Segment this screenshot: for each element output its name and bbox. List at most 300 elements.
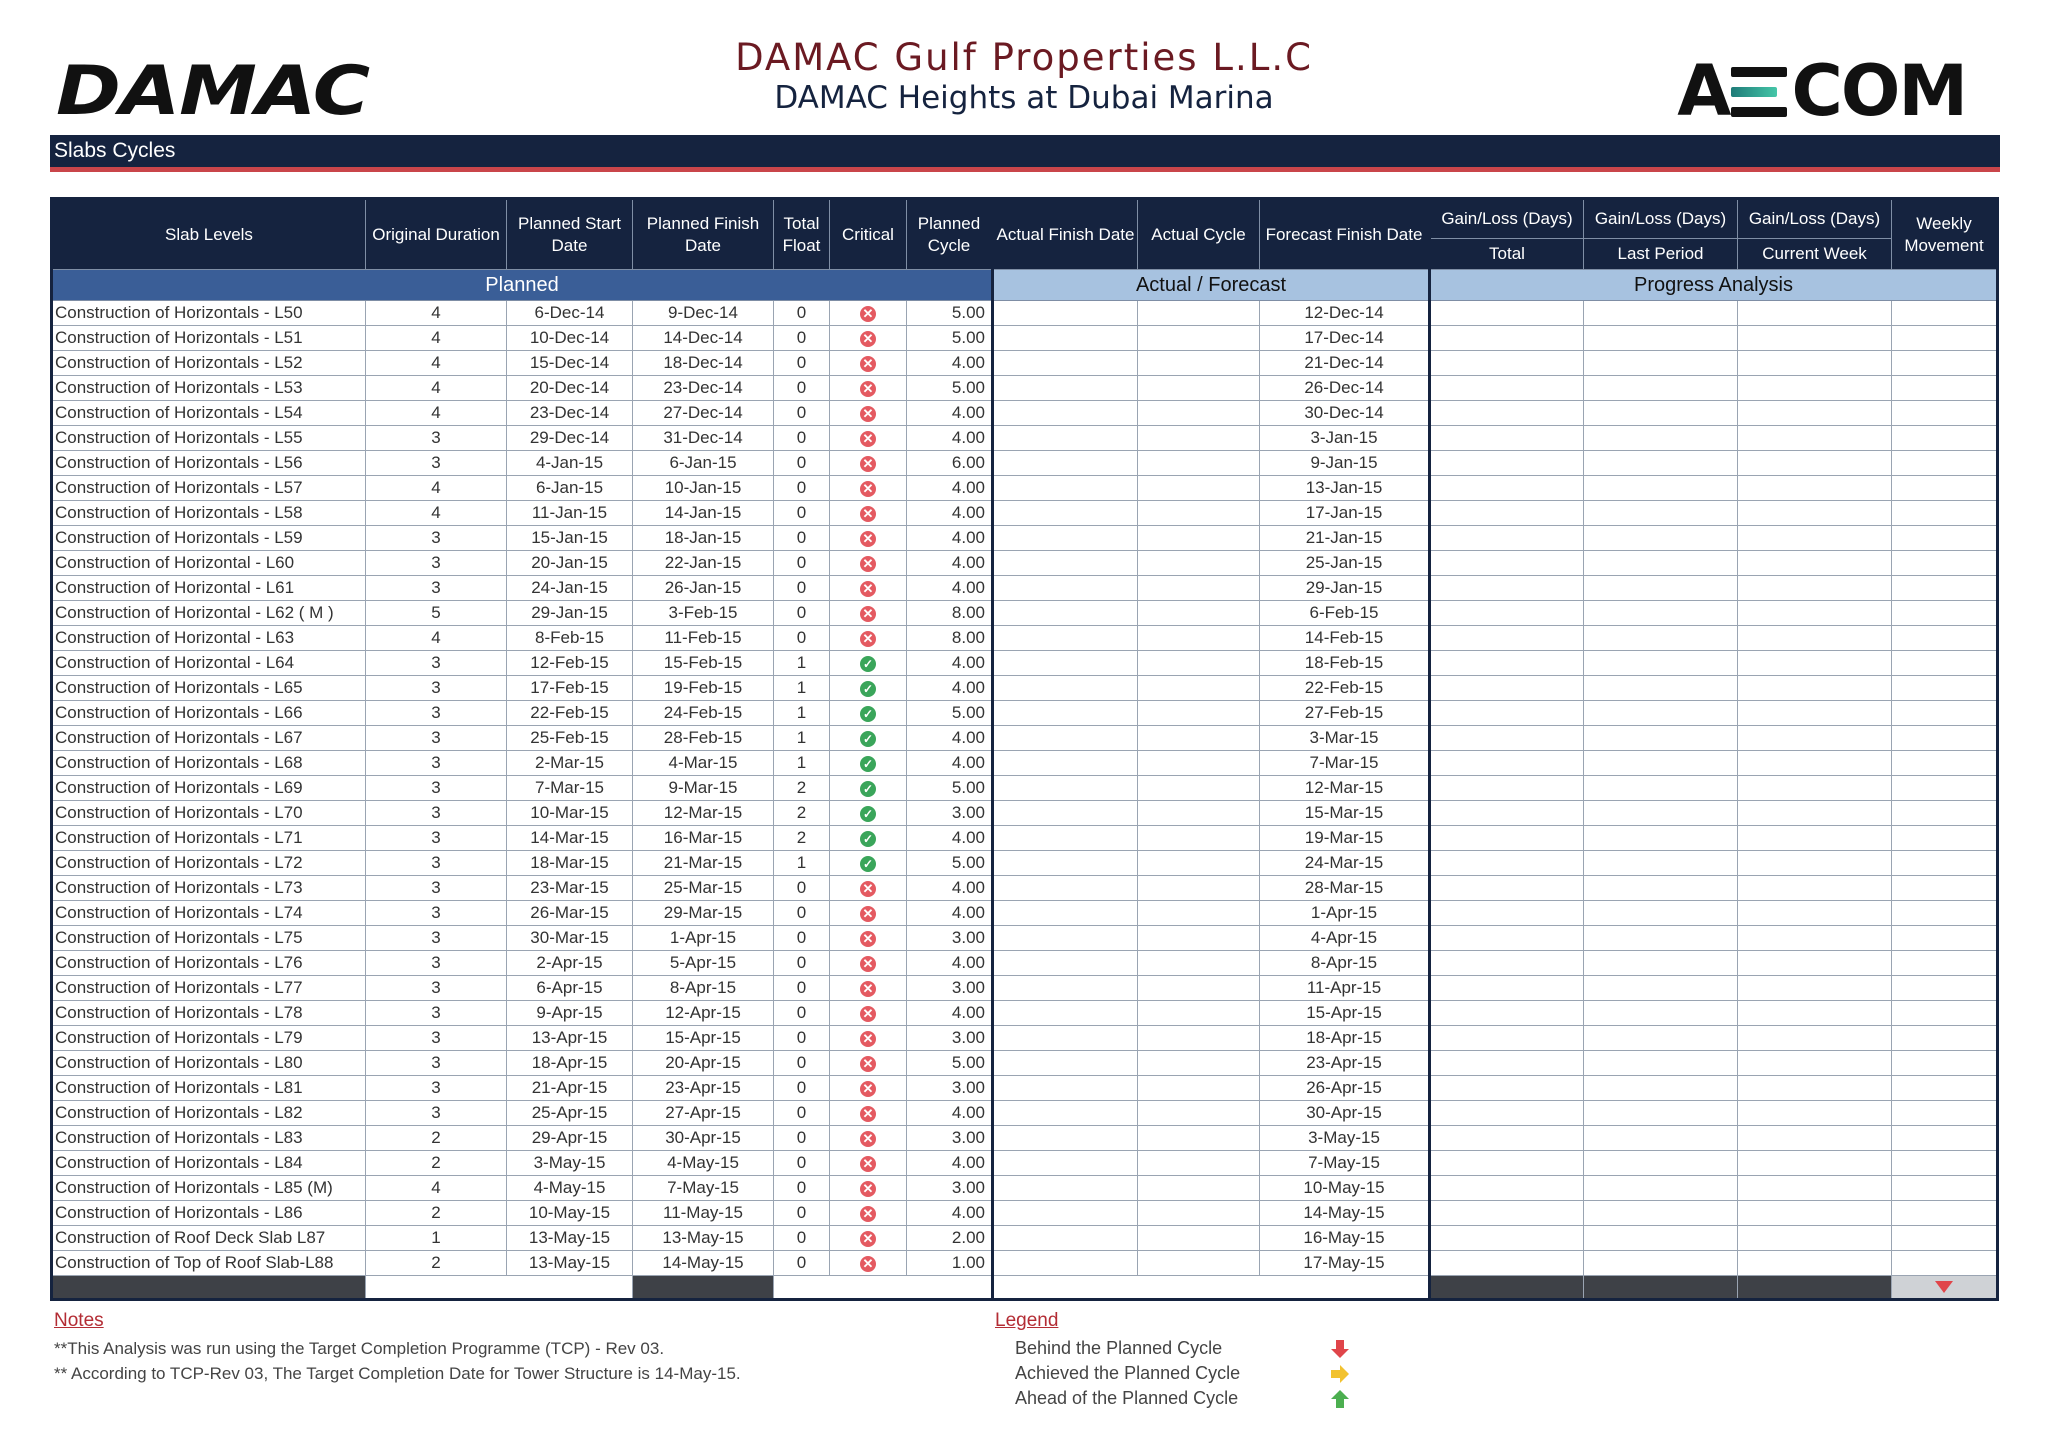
cell-planned-cycle: 4.00	[907, 401, 993, 426]
cell-actual-cycle	[1138, 401, 1260, 426]
cell-planned-cycle: 4.00	[907, 1151, 993, 1176]
cell-gain-current-week	[1738, 826, 1892, 851]
cell-weekly-movement	[1892, 1001, 1998, 1026]
cell-weekly-movement	[1892, 651, 1998, 676]
cell-critical	[830, 526, 907, 551]
cell-gain-last-period	[1584, 1026, 1738, 1051]
cell-original-duration: 4	[366, 1176, 507, 1201]
cell-actual-cycle	[1138, 901, 1260, 926]
cell-forecast-finish: 30-Dec-14	[1260, 401, 1430, 426]
cell-gain-current-week	[1738, 951, 1892, 976]
cell-critical	[830, 1026, 907, 1051]
cell-planned-cycle: 4.00	[907, 576, 993, 601]
table-row	[52, 1101, 1998, 1126]
cell-planned-finish: 27-Dec-14	[633, 401, 774, 426]
cell-critical	[830, 851, 907, 876]
subcol-total: Total	[1430, 239, 1584, 270]
cell-forecast-finish: 17-Jan-15	[1260, 501, 1430, 526]
cell-gain-total	[1430, 1051, 1584, 1076]
footer-cell	[1738, 1276, 1892, 1300]
cell-gain-last-period	[1584, 501, 1738, 526]
cell-critical	[830, 876, 907, 901]
cell-forecast-finish: 14-Feb-15	[1260, 626, 1430, 651]
footer-cell	[993, 1276, 1430, 1300]
col-planned-start: Planned Start Date	[507, 199, 633, 270]
check-circle-icon: ✓	[860, 731, 876, 747]
cell-weekly-movement	[1892, 576, 1998, 601]
cell-gain-total	[1430, 326, 1584, 351]
cell-actual-cycle	[1138, 376, 1260, 401]
cell-critical	[830, 551, 907, 576]
cell-weekly-movement	[1892, 526, 1998, 551]
cell-slab-level: Construction of Horizontals - L50	[52, 301, 366, 326]
cross-circle-icon: ✕	[860, 981, 876, 997]
cell-planned-cycle: 5.00	[907, 326, 993, 351]
cell-actual-finish	[993, 976, 1138, 1001]
cell-slab-level: Construction of Horizontals - L65	[52, 676, 366, 701]
cell-total-float: 0	[774, 1026, 830, 1051]
cell-critical	[830, 951, 907, 976]
cell-planned-cycle: 3.00	[907, 976, 993, 1001]
cell-weekly-movement	[1892, 726, 1998, 751]
footer-cell	[1430, 1276, 1584, 1300]
cell-planned-start: 21-Apr-15	[507, 1076, 633, 1101]
cell-gain-total	[1430, 301, 1584, 326]
cell-gain-last-period	[1584, 426, 1738, 451]
cell-gain-total	[1430, 676, 1584, 701]
footer-cell	[774, 1276, 993, 1300]
cell-weekly-movement	[1892, 1226, 1998, 1251]
cell-weekly-movement	[1892, 826, 1998, 851]
cell-gain-total	[1430, 626, 1584, 651]
cell-slab-level: Construction of Horizontals - L84	[52, 1151, 366, 1176]
cell-planned-start: 17-Feb-15	[507, 676, 633, 701]
cell-total-float: 2	[774, 801, 830, 826]
cell-actual-finish	[993, 651, 1138, 676]
cell-slab-level: Construction of Horizontals - L76	[52, 951, 366, 976]
cell-slab-level: Construction of Horizontals - L51	[52, 326, 366, 351]
cell-slab-level: Construction of Horizontal - L64	[52, 651, 366, 676]
table-row	[52, 551, 1998, 576]
cell-actual-finish	[993, 1076, 1138, 1101]
cell-planned-finish: 9-Mar-15	[633, 776, 774, 801]
cell-actual-cycle	[1138, 1076, 1260, 1101]
cell-gain-current-week	[1738, 1051, 1892, 1076]
cell-original-duration: 3	[366, 1026, 507, 1051]
cell-total-float: 0	[774, 451, 830, 476]
cell-gain-last-period	[1584, 301, 1738, 326]
cell-planned-finish: 18-Jan-15	[633, 526, 774, 551]
cell-actual-finish	[993, 901, 1138, 926]
cell-original-duration: 3	[366, 951, 507, 976]
table-row	[52, 851, 1998, 876]
cell-total-float: 0	[774, 876, 830, 901]
cell-weekly-movement	[1892, 776, 1998, 801]
cell-critical	[830, 326, 907, 351]
group-progress-analysis: Progress Analysis	[1430, 270, 1998, 301]
cell-forecast-finish: 28-Mar-15	[1260, 876, 1430, 901]
cell-actual-finish	[993, 426, 1138, 451]
cell-planned-cycle: 5.00	[907, 776, 993, 801]
cell-forecast-finish: 15-Mar-15	[1260, 801, 1430, 826]
cell-actual-finish	[993, 801, 1138, 826]
cell-forecast-finish: 1-Apr-15	[1260, 901, 1430, 926]
cell-weekly-movement	[1892, 1076, 1998, 1101]
cell-gain-current-week	[1738, 1101, 1892, 1126]
cell-total-float: 0	[774, 926, 830, 951]
cell-planned-start: 23-Mar-15	[507, 876, 633, 901]
footer-cell	[633, 1276, 774, 1300]
cell-planned-start: 29-Dec-14	[507, 426, 633, 451]
cell-original-duration: 1	[366, 1226, 507, 1251]
cell-planned-finish: 25-Mar-15	[633, 876, 774, 901]
cell-actual-finish	[993, 501, 1138, 526]
cell-original-duration: 3	[366, 751, 507, 776]
cell-forecast-finish: 24-Mar-15	[1260, 851, 1430, 876]
cell-gain-total	[1430, 1076, 1584, 1101]
cell-gain-current-week	[1738, 726, 1892, 751]
footer-cell	[1584, 1276, 1738, 1300]
cell-total-float: 1	[774, 651, 830, 676]
cell-forecast-finish: 17-Dec-14	[1260, 326, 1430, 351]
cell-actual-cycle	[1138, 1176, 1260, 1201]
cell-planned-start: 2-Mar-15	[507, 751, 633, 776]
cell-original-duration: 3	[366, 801, 507, 826]
arrow-down-icon	[1330, 1339, 1350, 1359]
cell-actual-finish	[993, 951, 1138, 976]
cell-gain-last-period	[1584, 326, 1738, 351]
cell-gain-last-period	[1584, 776, 1738, 801]
cell-weekly-movement	[1892, 326, 1998, 351]
cell-slab-level: Construction of Horizontals - L83	[52, 1126, 366, 1151]
cell-actual-finish	[993, 1151, 1138, 1176]
cell-planned-finish: 21-Mar-15	[633, 851, 774, 876]
cell-gain-current-week	[1738, 501, 1892, 526]
cell-gain-current-week	[1738, 901, 1892, 926]
legend-title: Legend	[995, 1310, 1059, 1331]
cell-gain-last-period	[1584, 1076, 1738, 1101]
cell-planned-start: 13-May-15	[507, 1251, 633, 1276]
cell-total-float: 0	[774, 951, 830, 976]
cell-gain-total	[1430, 401, 1584, 426]
table-row	[52, 1026, 1998, 1051]
group-actual-forecast: Actual / Forecast	[993, 270, 1430, 301]
cell-planned-start: 11-Jan-15	[507, 501, 633, 526]
cell-gain-last-period	[1584, 851, 1738, 876]
cell-gain-total	[1430, 701, 1584, 726]
cell-weekly-movement	[1892, 1176, 1998, 1201]
cell-total-float: 0	[774, 376, 830, 401]
cell-original-duration: 5	[366, 601, 507, 626]
cell-planned-start: 8-Feb-15	[507, 626, 633, 651]
cell-critical	[830, 1151, 907, 1176]
cell-planned-cycle: 5.00	[907, 376, 993, 401]
cell-planned-finish: 15-Apr-15	[633, 1026, 774, 1051]
table-body	[52, 301, 1998, 1276]
cell-original-duration: 3	[366, 1076, 507, 1101]
cell-critical	[830, 926, 907, 951]
cell-gain-total	[1430, 351, 1584, 376]
cell-gain-current-week	[1738, 851, 1892, 876]
cell-weekly-movement	[1892, 301, 1998, 326]
cell-planned-cycle: 4.00	[907, 876, 993, 901]
cell-original-duration: 4	[366, 401, 507, 426]
cross-circle-icon: ✕	[860, 931, 876, 947]
cross-circle-icon: ✕	[860, 1181, 876, 1197]
cell-gain-last-period	[1584, 826, 1738, 851]
cell-weekly-movement	[1892, 1251, 1998, 1276]
cell-gain-current-week	[1738, 626, 1892, 651]
table-row	[52, 401, 1998, 426]
check-circle-icon: ✓	[860, 656, 876, 672]
cell-critical	[830, 776, 907, 801]
cell-critical	[830, 576, 907, 601]
cell-critical	[830, 1076, 907, 1101]
cell-planned-start: 26-Mar-15	[507, 901, 633, 926]
cell-weekly-movement	[1892, 451, 1998, 476]
cell-gain-total	[1430, 976, 1584, 1001]
cell-original-duration: 2	[366, 1151, 507, 1176]
cell-forecast-finish: 3-Mar-15	[1260, 726, 1430, 751]
cell-forecast-finish: 10-May-15	[1260, 1176, 1430, 1201]
cell-forecast-finish: 23-Apr-15	[1260, 1051, 1430, 1076]
cell-total-float: 0	[774, 401, 830, 426]
cell-original-duration: 4	[366, 626, 507, 651]
cell-gain-last-period	[1584, 1126, 1738, 1151]
cell-actual-cycle	[1138, 301, 1260, 326]
cell-planned-start: 4-May-15	[507, 1176, 633, 1201]
cell-critical	[830, 1001, 907, 1026]
cell-weekly-movement	[1892, 851, 1998, 876]
cell-planned-start: 18-Apr-15	[507, 1051, 633, 1076]
cell-planned-finish: 1-Apr-15	[633, 926, 774, 951]
cell-gain-total	[1430, 1176, 1584, 1201]
cell-gain-total	[1430, 1101, 1584, 1126]
cell-original-duration: 3	[366, 551, 507, 576]
cell-gain-current-week	[1738, 1201, 1892, 1226]
cell-gain-last-period	[1584, 526, 1738, 551]
table-row	[52, 476, 1998, 501]
cell-planned-finish: 8-Apr-15	[633, 976, 774, 1001]
cell-forecast-finish: 12-Mar-15	[1260, 776, 1430, 801]
cell-slab-level: Construction of Horizontals - L68	[52, 751, 366, 776]
subcol-current-week: Current Week	[1738, 239, 1892, 270]
cell-planned-cycle: 8.00	[907, 601, 993, 626]
cell-gain-total	[1430, 801, 1584, 826]
cross-circle-icon: ✕	[860, 1156, 876, 1172]
cell-critical	[830, 751, 907, 776]
cell-gain-last-period	[1584, 476, 1738, 501]
cell-slab-level: Construction of Horizontals - L52	[52, 351, 366, 376]
cell-forecast-finish: 12-Dec-14	[1260, 301, 1430, 326]
cell-total-float: 0	[774, 1076, 830, 1101]
cell-total-float: 0	[774, 476, 830, 501]
cell-actual-finish	[993, 1251, 1138, 1276]
cell-planned-finish: 5-Apr-15	[633, 951, 774, 976]
cell-planned-cycle: 4.00	[907, 826, 993, 851]
project-title: DAMAC Heights at Dubai Marina	[774, 80, 1274, 116]
cell-critical	[830, 726, 907, 751]
col-slab-levels: Slab Levels	[52, 199, 366, 270]
cell-gain-total	[1430, 826, 1584, 851]
table-row	[52, 501, 1998, 526]
cell-planned-finish: 12-Apr-15	[633, 1001, 774, 1026]
cell-weekly-movement	[1892, 1051, 1998, 1076]
cell-actual-finish	[993, 626, 1138, 651]
cell-actual-cycle	[1138, 801, 1260, 826]
cell-total-float: 1	[774, 726, 830, 751]
cross-circle-icon: ✕	[860, 1056, 876, 1072]
cell-planned-cycle: 3.00	[907, 1076, 993, 1101]
cell-actual-finish	[993, 701, 1138, 726]
cell-forecast-finish: 7-May-15	[1260, 1151, 1430, 1176]
cell-gain-current-week	[1738, 976, 1892, 1001]
table-row	[52, 1051, 1998, 1076]
cell-gain-total	[1430, 1126, 1584, 1151]
table-row	[52, 926, 1998, 951]
cell-planned-finish: 18-Dec-14	[633, 351, 774, 376]
cell-actual-finish	[993, 1226, 1138, 1251]
col-planned-cycle: Planned Cycle	[907, 199, 993, 270]
cell-planned-cycle: 8.00	[907, 626, 993, 651]
legend-ahead-label: Ahead of the Planned Cycle	[1015, 1388, 1239, 1408]
cell-slab-level: Construction of Horizontals - L54	[52, 401, 366, 426]
cell-planned-cycle: 4.00	[907, 751, 993, 776]
cell-total-float: 0	[774, 351, 830, 376]
cell-actual-finish	[993, 926, 1138, 951]
cell-forecast-finish: 26-Dec-14	[1260, 376, 1430, 401]
cross-circle-icon: ✕	[860, 381, 876, 397]
cell-total-float: 0	[774, 1176, 830, 1201]
legend-behind	[995, 1336, 1365, 1361]
cell-actual-cycle	[1138, 351, 1260, 376]
check-circle-icon: ✓	[860, 831, 876, 847]
cell-weekly-movement	[1892, 701, 1998, 726]
cell-planned-finish: 26-Jan-15	[633, 576, 774, 601]
cross-circle-icon: ✕	[860, 1131, 876, 1147]
cell-forecast-finish: 14-May-15	[1260, 1201, 1430, 1226]
cell-actual-finish	[993, 476, 1138, 501]
cell-gain-total	[1430, 876, 1584, 901]
cell-actual-cycle	[1138, 1251, 1260, 1276]
cell-actual-finish	[993, 351, 1138, 376]
check-circle-icon: ✓	[860, 706, 876, 722]
cell-planned-start: 10-Dec-14	[507, 326, 633, 351]
cell-total-float: 0	[774, 1251, 830, 1276]
cell-planned-cycle: 4.00	[907, 501, 993, 526]
cell-actual-cycle	[1138, 701, 1260, 726]
table-row	[52, 1001, 1998, 1026]
cell-total-float: 0	[774, 551, 830, 576]
cell-gain-last-period	[1584, 376, 1738, 401]
table-row	[52, 801, 1998, 826]
cell-planned-start: 3-May-15	[507, 1151, 633, 1176]
cell-original-duration: 3	[366, 826, 507, 851]
col-weekly-movement: Weekly Movement	[1892, 199, 1998, 270]
cell-critical	[830, 426, 907, 451]
table-row	[52, 1076, 1998, 1101]
cell-gain-total	[1430, 1201, 1584, 1226]
cell-gain-last-period	[1584, 1001, 1738, 1026]
cell-weekly-movement	[1892, 751, 1998, 776]
cell-critical	[830, 1051, 907, 1076]
cell-actual-cycle	[1138, 1151, 1260, 1176]
cell-weekly-movement	[1892, 1026, 1998, 1051]
cell-gain-current-week	[1738, 751, 1892, 776]
cell-total-float: 0	[774, 601, 830, 626]
cell-critical	[830, 401, 907, 426]
cell-gain-current-week	[1738, 776, 1892, 801]
check-circle-icon: ✓	[860, 781, 876, 797]
cell-forecast-finish: 9-Jan-15	[1260, 451, 1430, 476]
cell-forecast-finish: 15-Apr-15	[1260, 1001, 1430, 1026]
cell-total-float: 0	[774, 1226, 830, 1251]
cell-planned-start: 20-Dec-14	[507, 376, 633, 401]
cell-planned-cycle: 3.00	[907, 926, 993, 951]
cell-actual-finish	[993, 751, 1138, 776]
cell-slab-level: Construction of Roof Deck Slab L87	[52, 1226, 366, 1251]
cell-actual-finish	[993, 876, 1138, 901]
cell-planned-start: 13-Apr-15	[507, 1026, 633, 1051]
cell-weekly-movement	[1892, 476, 1998, 501]
cell-slab-level: Construction of Horizontals - L77	[52, 976, 366, 1001]
table-row	[52, 951, 1998, 976]
cell-gain-total	[1430, 501, 1584, 526]
cell-planned-start: 23-Dec-14	[507, 401, 633, 426]
cell-gain-current-week	[1738, 551, 1892, 576]
cell-forecast-finish: 30-Apr-15	[1260, 1101, 1430, 1126]
cell-gain-total	[1430, 651, 1584, 676]
cell-weekly-movement	[1892, 601, 1998, 626]
cell-original-duration: 4	[366, 326, 507, 351]
cell-original-duration: 4	[366, 501, 507, 526]
cell-planned-cycle: 4.00	[907, 651, 993, 676]
cell-actual-cycle	[1138, 1126, 1260, 1151]
cell-slab-level: Construction of Top of Roof Slab-L88	[52, 1251, 366, 1276]
cell-gain-total	[1430, 901, 1584, 926]
table-row	[52, 901, 1998, 926]
cross-circle-icon: ✕	[860, 306, 876, 322]
check-circle-icon: ✓	[860, 681, 876, 697]
cell-gain-total	[1430, 851, 1584, 876]
cell-total-float: 0	[774, 501, 830, 526]
cross-circle-icon: ✕	[860, 481, 876, 497]
cell-slab-level: Construction of Horizontals - L58	[52, 501, 366, 526]
cell-planned-finish: 11-Feb-15	[633, 626, 774, 651]
cell-actual-finish	[993, 826, 1138, 851]
table-footer-row	[52, 1276, 1998, 1300]
cell-planned-start: 25-Apr-15	[507, 1101, 633, 1126]
cell-gain-current-week	[1738, 1176, 1892, 1201]
cell-critical	[830, 601, 907, 626]
cell-planned-start: 25-Feb-15	[507, 726, 633, 751]
cell-actual-cycle	[1138, 776, 1260, 801]
cell-total-float: 0	[774, 301, 830, 326]
cell-planned-finish: 12-Mar-15	[633, 801, 774, 826]
col-actual-cycle: Actual Cycle	[1138, 199, 1260, 270]
cell-planned-cycle: 5.00	[907, 701, 993, 726]
cell-gain-total	[1430, 1226, 1584, 1251]
cell-original-duration: 4	[366, 351, 507, 376]
cell-forecast-finish: 4-Apr-15	[1260, 926, 1430, 951]
cell-planned-finish: 24-Feb-15	[633, 701, 774, 726]
cell-forecast-finish: 19-Mar-15	[1260, 826, 1430, 851]
cell-gain-last-period	[1584, 876, 1738, 901]
cell-critical	[830, 1176, 907, 1201]
cell-actual-finish	[993, 851, 1138, 876]
cell-planned-start: 4-Jan-15	[507, 451, 633, 476]
cell-gain-current-week	[1738, 701, 1892, 726]
